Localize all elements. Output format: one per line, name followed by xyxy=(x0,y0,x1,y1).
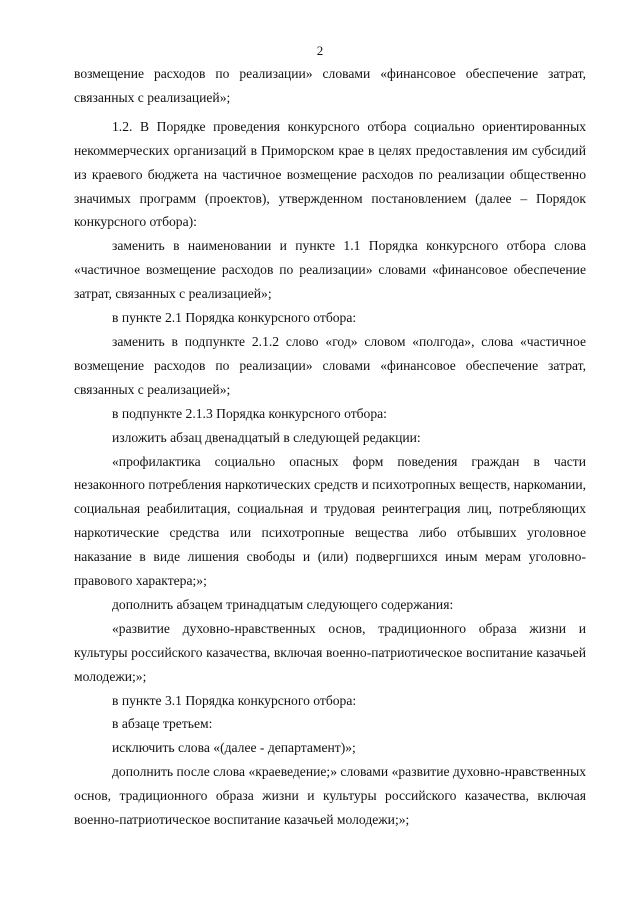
paragraph-1-2: 1.2. В Порядке проведения конкурсного отбора социально ориентированных некоммерческих организаций в Приморском крае в целях предоставления им субсидий из краевого бюджета на частичное возмещение расходов по реализации общественно значимых программ (проектов), утвержденном постановлением (далее – Порядок конкурсного отбора): xyxy=(74,118,586,230)
paragraph: в пункте 3.1 Порядка конкурсного отбора: xyxy=(112,692,357,708)
paragraph: заменить в подпункте 2.1.2 слово «год» словом «полгода», слова «частичное возмещение расходов по реализации» словами «финансовое обеспечение затрат, связанных с реализацией»; xyxy=(74,333,586,397)
paragraph: в пункте 2.1 Порядка конкурсного отбора: xyxy=(112,310,357,326)
paragraph: дополнить абзацем тринадцатым следующего содержания: xyxy=(112,596,454,612)
paragraph: в подпункте 2.1.3 Порядка конкурсного отбора: xyxy=(112,405,387,421)
paragraph: изложить абзац двенадцатый в следующей редакции: xyxy=(112,429,421,445)
paragraph: в абзаце третьем: xyxy=(112,716,213,732)
page-number: 2 xyxy=(316,43,324,58)
document-body xyxy=(74,62,586,832)
paragraph-continuation: возмещение расходов по реализации» словами «финансовое обеспечение затрат, связанных с реализацией»; xyxy=(74,66,586,105)
paragraph: заменить в наименовании и пункте 1.1 Порядка конкурсного отбора слова «частичное возмещение расходов по реализации» словами «финансовое обеспечение затрат, связанных с реализацией»; xyxy=(74,238,586,302)
paragraph: дополнить после слова «краеведение;» словами «развитие духовно-нравственных основ, традиционного образа жизни и культуры российского казачества, включая военно-патриотическое воспитание казачьей молодежи;»; xyxy=(74,764,586,828)
paragraph: исключить слова «(далее - департамент)»; xyxy=(112,740,356,756)
paragraph-quote: «развитие духовно-нравственных основ, традиционного образа жизни и культуры российского казачества, включая военно-патриотическое воспитание казачьей молодежи;»; xyxy=(74,620,586,684)
paragraph-quote: «профилактика социально опасных форм поведения граждан в части незаконного потребления наркотических средств и психотропных веществ, наркомании, социальная реабилитация, социальная и трудовая реинтеграция лиц, потребляющих наркотические средства или психотропные вещества либо отбывших уголовное наказание в виде лишения свободы и (или) подвергшихся иным мерам уголовно-правового характера;»; xyxy=(74,453,586,589)
